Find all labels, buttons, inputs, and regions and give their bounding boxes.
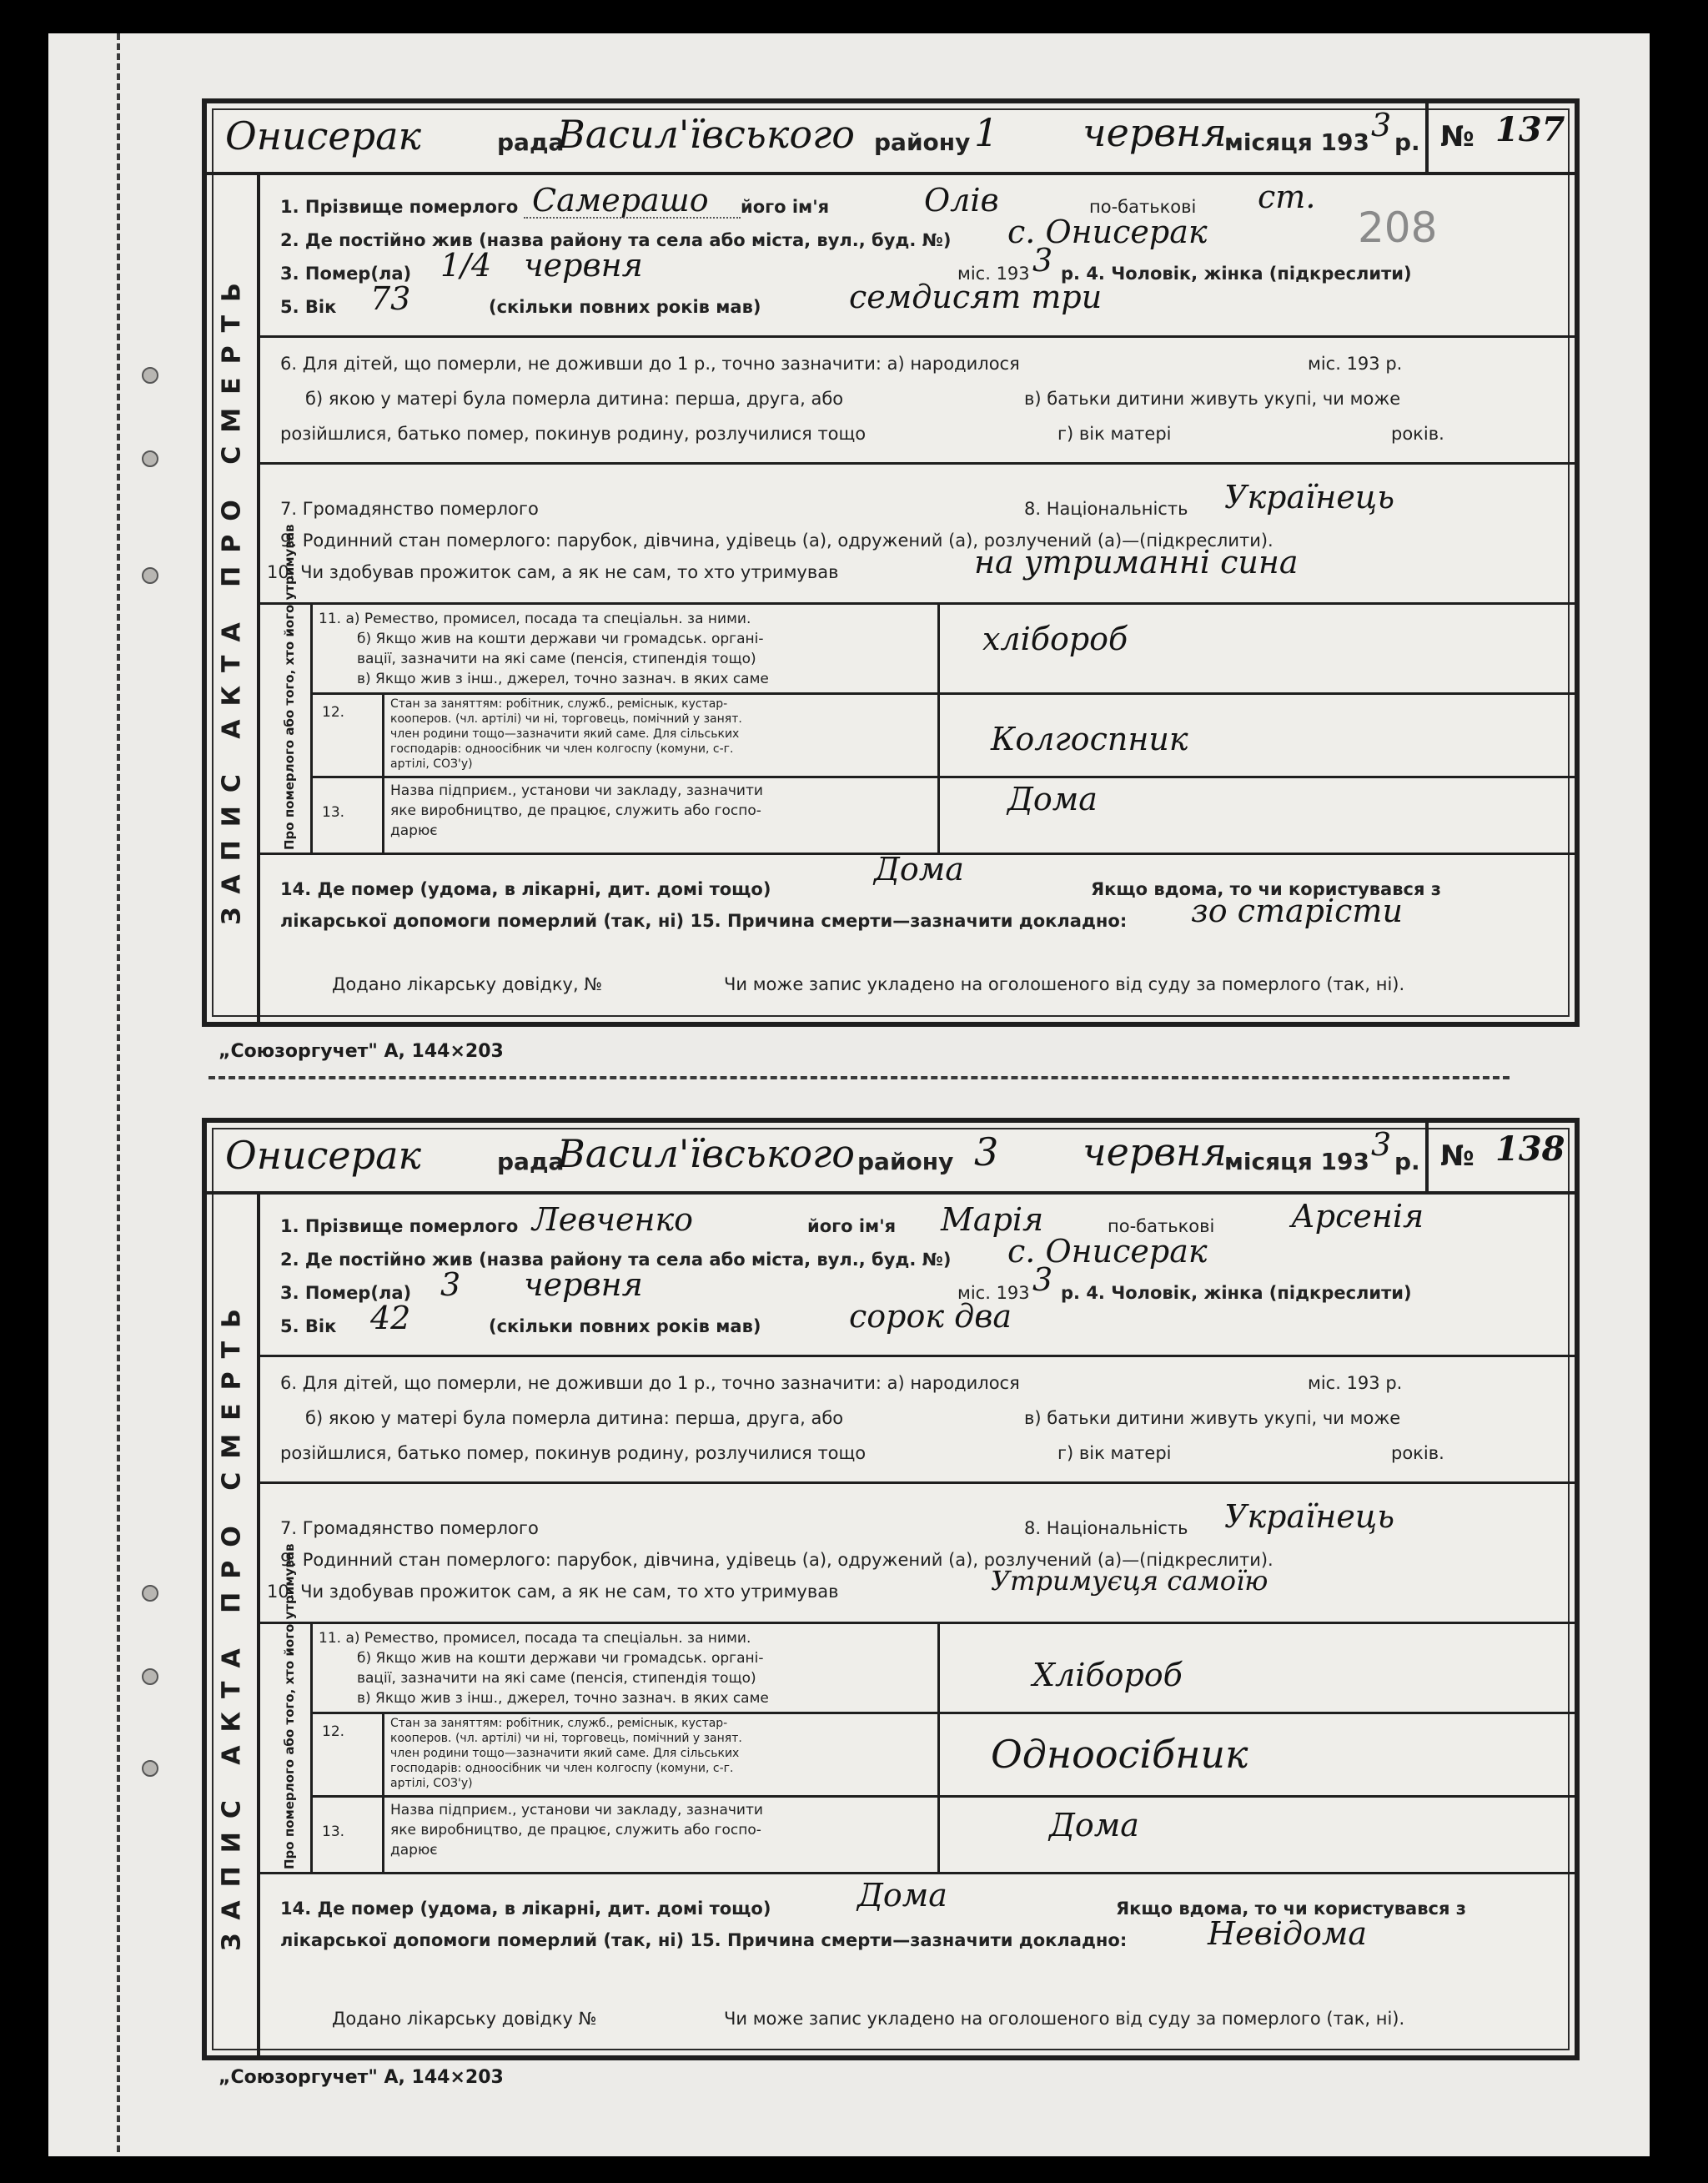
place-of-death-label: 14. Де помер (удома, в лікарні, дит. домі тощо) xyxy=(280,879,771,899)
age-label: 5. Вік xyxy=(280,297,337,317)
record-number: 137 xyxy=(1495,110,1565,149)
medical-help-label: Якщо вдома, то чи користувався з xyxy=(1091,879,1441,899)
citizenship-label: 7. Громадянство померлого xyxy=(280,1518,539,1538)
residence-value: с. Онисерак xyxy=(1007,1233,1208,1270)
first-name-value: Олів xyxy=(924,182,999,219)
court-declared-label: Чи може запис укладено на оголошеного від суду за померлого (так, ні). xyxy=(724,974,1405,994)
status-text-5: артілі, СОЗ'у) xyxy=(390,1777,473,1790)
council-label: рада xyxy=(497,1148,565,1175)
district-label: району xyxy=(874,128,971,156)
year-digit: 3 xyxy=(1371,107,1392,143)
council-value: Онисерак xyxy=(225,113,421,158)
death-year-digit: 3 xyxy=(1032,242,1053,279)
occupation-value: хлібороб xyxy=(982,621,1128,657)
death-year-digit: 3 xyxy=(1032,1261,1053,1298)
livelihood-value: на утриманні сина xyxy=(974,544,1299,581)
sex-label: р. 4. Чоловік, жінка (підкреслити) xyxy=(1061,264,1412,284)
children-line-2-end: в) батьки дитини живуть укупі, чи може xyxy=(1024,1408,1401,1428)
cause-of-death-label: лікарської допомоги померлий (так, ні) 15. Причина смерти—зазначити докладно: xyxy=(280,911,1128,931)
status-text-3: член родини тощо—зазначити який саме. Для сільських xyxy=(390,1747,740,1760)
council-value: Онисерак xyxy=(225,1133,421,1178)
side-title xyxy=(207,172,260,1022)
workplace-num: 13. xyxy=(322,804,345,821)
day-value: 1 xyxy=(974,110,999,155)
age-note: (скільки повних років мав) xyxy=(489,297,761,317)
pencil-note: 208 xyxy=(1358,204,1438,252)
workplace-value: Дома xyxy=(1007,781,1098,817)
workplace-text-1: Назва підприєм., установи чи закладу, зазначити xyxy=(390,1802,763,1818)
death-year-label: міс. 193 xyxy=(957,264,1030,284)
children-line-1-end: міс. 193 р. xyxy=(1308,1373,1403,1393)
month-label: місяця 193 xyxy=(1224,1148,1369,1175)
age-words: семдисят три xyxy=(849,279,1103,315)
first-name-label: його ім'я xyxy=(807,1216,897,1236)
children-line-1: 6. Для дітей, що померли, не доживши до 1 р., точно зазначити: а) народилося xyxy=(280,354,1020,374)
district-value: Васил'ївського xyxy=(557,112,855,157)
punch-hole xyxy=(142,1668,158,1685)
perforation-line xyxy=(117,33,120,2152)
place-of-death-value: Дома xyxy=(857,1877,947,1914)
children-line-2-end: в) батьки дитини живуть укупі, чи може xyxy=(1024,389,1401,409)
cause-of-death-value: зо старісти xyxy=(1191,893,1403,929)
nationality-value: Українець xyxy=(1224,479,1395,516)
patronymic-value: Арсенія xyxy=(1291,1198,1424,1235)
death-record-card-2 xyxy=(202,1118,1580,2060)
medical-help-label: Якщо вдома, то чи користувався з xyxy=(1116,1899,1466,1919)
workplace-num: 13. xyxy=(322,1823,345,1840)
side-title-text: ЗАПИС АКТА ПРО СМЕРТЬ xyxy=(217,1295,247,1951)
record-number-box xyxy=(1425,103,1575,172)
cut-line xyxy=(208,1076,1510,1079)
surname-label: 1. Прізвище померлого xyxy=(280,197,519,217)
livelihood-value: Утримуєця самоїю xyxy=(991,1565,1268,1597)
occupation-value: Хлібороб xyxy=(1032,1657,1183,1693)
children-line-3-mid: г) вік матері xyxy=(1057,1443,1172,1463)
surname-value: Самерашо xyxy=(532,182,709,219)
marital-status-label: 9. Родинний стан померлого: парубок, дівчина, удівець (а), одружений (а), розлучений (а)—(підкреслити). xyxy=(280,1550,1273,1570)
district-label: району xyxy=(857,1148,954,1175)
number-label: № xyxy=(1440,1139,1474,1173)
children-line-2: б) якою у матері була померла дитина: перша, друга, або xyxy=(305,1408,844,1428)
place-of-death-value: Дома xyxy=(874,851,964,888)
court-declared-label: Чи може запис укладено на оголошеного від суду за померлого (так, ні). xyxy=(724,2009,1405,2029)
card-header xyxy=(207,103,1575,175)
status-text-3: член родини тощо—зазначити який саме. Для сільських xyxy=(390,727,740,741)
status-value: Колгоспник xyxy=(991,721,1188,757)
first-name-label: його ім'я xyxy=(741,197,830,217)
marital-status-label: 9. Родинний стан померлого: парубок, дівчина, удівець (а), одружений (а), розлучений (а)—(підкреслити). xyxy=(280,531,1273,551)
side-title-text: ЗАПИС АКТА ПРО СМЕРТЬ xyxy=(217,269,247,925)
patronymic-value: ст. xyxy=(1258,179,1316,215)
certificate-label: Додано лікарську довідку, № xyxy=(332,974,603,994)
council-label: рада xyxy=(497,128,565,156)
occupation-b1: б) Якщо жив на кошти держави чи громадськ. органі- xyxy=(357,631,764,647)
status-text-4: господарів: одноосібник чи член колгоспу (комуни, с-г. xyxy=(390,1762,734,1775)
first-name-value: Марія xyxy=(941,1201,1044,1238)
residence-label: 2. Де постійно жив (назва району та села або міста, вул., буд. №) xyxy=(280,1250,952,1270)
cause-of-death-value: Невідома xyxy=(1208,1915,1368,1952)
age-value: 42 xyxy=(370,1300,411,1336)
age-label: 5. Вік xyxy=(280,1316,337,1336)
children-line-2: б) якою у матері була померла дитина: перша, друга, або xyxy=(305,389,844,409)
status-value: Одноосібник xyxy=(991,1732,1248,1777)
district-value: Васил'ївського xyxy=(557,1131,855,1176)
children-line-1: 6. Для дітей, що померли, не доживши до 1 р., точно зазначити: а) народилося xyxy=(280,1373,1020,1393)
status-num: 12. xyxy=(322,1723,345,1740)
month-value: червня xyxy=(1083,110,1227,155)
death-year-label: міс. 193 xyxy=(957,1283,1030,1303)
death-record-card-1 xyxy=(202,98,1580,1027)
year-label: р. xyxy=(1394,128,1420,156)
workplace-value: Дома xyxy=(1049,1807,1139,1843)
workplace-text-2: яке виробництво, де працює, служить або госпо- xyxy=(390,1822,761,1838)
death-month: червня xyxy=(524,247,643,284)
occupation-a: 11. а) Ремество, промисел, посада та спеціальн. за ними. xyxy=(319,611,751,627)
nationality-label: 8. Національність xyxy=(1024,1518,1188,1538)
patronymic-label: по-батькові xyxy=(1108,1216,1215,1236)
certificate-label: Додано лікарську довідку № xyxy=(332,2009,597,2029)
children-line-3: розійшлися, батько помер, покинув родину, розлучилися тощо xyxy=(280,424,867,444)
status-text-1: Стан за заняттям: робітник, служб., реміснык, кустар- xyxy=(390,697,728,711)
workplace-text-1: Назва підприєм., установи чи закладу, зазначити xyxy=(390,782,763,799)
nationality-value: Українець xyxy=(1224,1498,1395,1535)
patronymic-label: по-батькові xyxy=(1089,197,1197,217)
occupation-rotated-label: Про померлого або того, хто його утримував xyxy=(282,524,297,850)
cause-of-death-label: лікарської допомоги померлий (так, ні) 15. Причина смерти—зазначити докладно: xyxy=(280,1930,1128,1950)
residence-label: 2. Де постійно жив (назва району та села або міста, вул., буд. №) xyxy=(280,230,952,250)
occupation-b2: вації, зазначити на які саме (пенсія, стипендія тощо) xyxy=(357,651,756,667)
surname-label: 1. Прізвище померлого xyxy=(280,1216,519,1236)
occupation-a: 11. а) Ремество, промисел, посада та спеціальн. за ними. xyxy=(319,1630,751,1647)
death-day: 3 xyxy=(440,1266,461,1303)
occupation-rotated-label: Про померлого або того, хто його утримував xyxy=(282,1543,297,1869)
death-date-label: 3. Помер(ла) xyxy=(280,264,412,284)
children-line-3-mid: г) вік матері xyxy=(1057,424,1172,444)
age-note: (скільки повних років мав) xyxy=(489,1316,761,1336)
occupation-b1: б) Якщо жив на кошти держави чи громадськ. органі- xyxy=(357,1650,764,1667)
children-line-3-end: років. xyxy=(1391,424,1444,444)
day-value: 3 xyxy=(974,1129,999,1174)
status-text-1: Стан за заняттям: робітник, служб., реміснык, кустар- xyxy=(390,1717,728,1730)
year-label: р. xyxy=(1394,1148,1420,1175)
status-num: 12. xyxy=(322,704,345,721)
record-number-box xyxy=(1425,1123,1575,1191)
livelihood-label: 10. Чи здобував прожиток сам, а як не сам, то хто утримував xyxy=(267,1582,839,1602)
nationality-label: 8. Національність xyxy=(1024,499,1188,519)
status-text-4: господарів: одноосібник чи член колгоспу (комуни, с-г. xyxy=(390,742,734,756)
punch-hole xyxy=(142,567,158,584)
punch-hole xyxy=(142,1760,158,1777)
death-date-label: 3. Помер(ла) xyxy=(280,1283,412,1303)
children-line-3: розійшлися, батько помер, покинув родину, розлучилися тощо xyxy=(280,1443,867,1463)
month-label: місяця 193 xyxy=(1224,128,1369,156)
punch-hole xyxy=(142,1585,158,1602)
workplace-text-3: дарює xyxy=(390,822,438,839)
year-digit: 3 xyxy=(1371,1126,1392,1163)
card-header xyxy=(207,1123,1575,1195)
status-text-5: артілі, СОЗ'у) xyxy=(390,757,473,771)
children-line-1-end: міс. 193 р. xyxy=(1308,354,1403,374)
occupation-b2: вації, зазначити на які саме (пенсія, стипендія тощо) xyxy=(357,1670,756,1687)
number-label: № xyxy=(1440,120,1474,153)
livelihood-label: 10. Чи здобував прожиток сам, а як не сам, то хто утримував xyxy=(267,562,839,582)
record-number: 138 xyxy=(1495,1129,1565,1169)
age-words: сорок два xyxy=(849,1298,1012,1335)
month-value: червня xyxy=(1083,1129,1227,1174)
form-footer: „Союзоргучет" А, 144×203 xyxy=(219,2067,504,2088)
status-text-2: кооперов. (чл. артілі) чи ні, торговець, помічний у занят. xyxy=(390,712,742,726)
form-footer: „Союзоргучет" А, 144×203 xyxy=(219,1041,504,1062)
surname-value: Левченко xyxy=(532,1201,694,1238)
age-value: 73 xyxy=(370,280,411,317)
sex-label: р. 4. Чоловік, жінка (підкреслити) xyxy=(1061,1283,1412,1303)
residence-value: с. Онисерак xyxy=(1007,214,1208,250)
place-of-death-label: 14. Де помер (удома, в лікарні, дит. домі тощо) xyxy=(280,1899,771,1919)
citizenship-label: 7. Громадянство померлого xyxy=(280,499,539,519)
occupation-c: в) Якщо жив з інш., джерел, точно зазнач. в яких саме xyxy=(357,1690,769,1707)
occupation-c: в) Якщо жив з інш., джерел, точно зазнач. в яких саме xyxy=(357,671,769,687)
death-month: червня xyxy=(524,1266,643,1303)
workplace-text-2: яке виробництво, де працює, служить або госпо- xyxy=(390,802,761,819)
punch-hole xyxy=(142,450,158,467)
children-line-3-end: років. xyxy=(1391,1443,1444,1463)
workplace-text-3: дарює xyxy=(390,1842,438,1859)
status-text-2: кооперов. (чл. артілі) чи ні, торговець, помічний у занят. xyxy=(390,1732,742,1745)
punch-hole xyxy=(142,367,158,384)
side-title xyxy=(207,1191,260,2055)
death-day: 1/4 xyxy=(440,247,492,284)
